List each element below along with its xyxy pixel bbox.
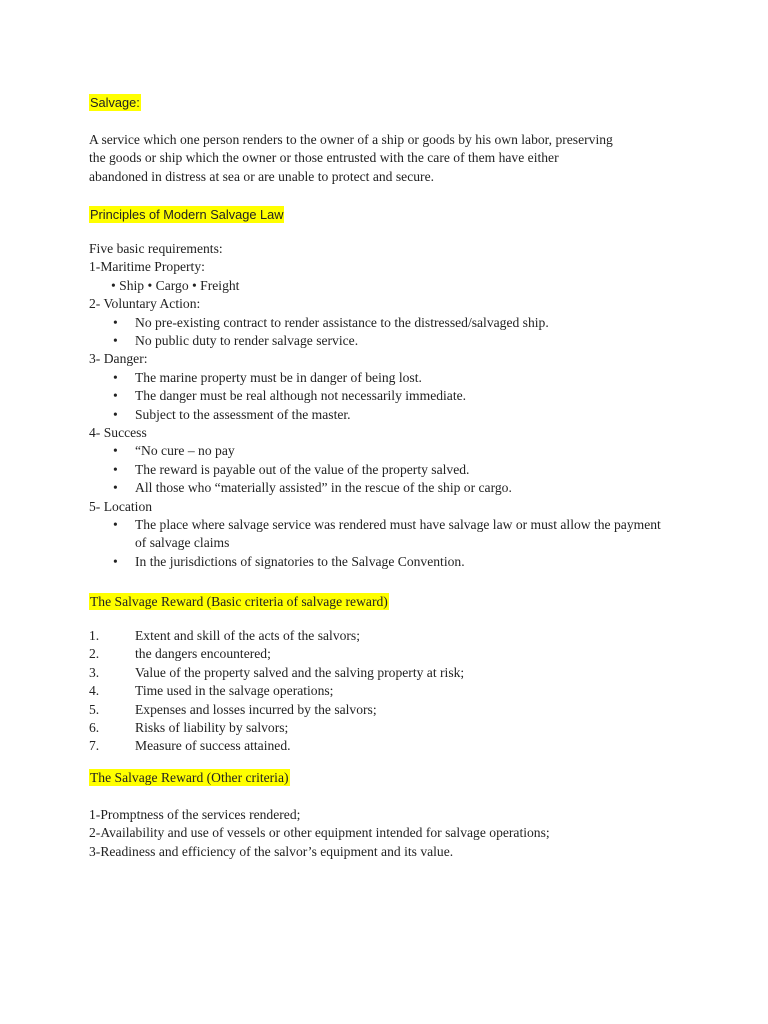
list-item: 3-Readiness and efficiency of the salvor’s equipment and its value. — [89, 843, 454, 859]
list-item: • The place where salvage service was rendered must have salvage law or must allow the payment of salvage claims — [113, 516, 661, 551]
list-item: • No public duty to render salvage service. — [89, 332, 675, 350]
bullet-icon: • — [113, 369, 118, 385]
definition-paragraph — [89, 131, 689, 186]
bullet-icon: • — [113, 553, 118, 569]
bullet-icon: • — [113, 332, 118, 348]
list-item: • In the jurisdictions of signatories to the Salvage Convention. — [89, 553, 675, 571]
reward-other-heading: The Salvage Reward (Other criteria) — [90, 770, 289, 785]
list-item: • The danger must be real although not necessarily immediate. — [89, 387, 675, 405]
bullet-icon: • — [113, 443, 118, 459]
bullet-icon: • — [113, 480, 118, 496]
req5-title: 5- Location — [89, 498, 153, 514]
principles-heading: Principles of Modern Salvage Law — [90, 207, 284, 222]
five-requirements-intro: Five basic requirements: — [89, 241, 223, 256]
req2-title: 2- Voluntary Action: — [89, 296, 201, 312]
req4-title: 4- Success — [89, 424, 147, 440]
bullet-icon: • — [113, 406, 118, 422]
definition-line: abandoned in distress at sea or are unable to protect and secure. — [89, 168, 434, 184]
bullet-icon: • — [113, 461, 118, 477]
list-item: 1-Promptness of the services rendered; — [89, 807, 301, 822]
list-item: 3. Value of the property salved and the salving property at risk; — [89, 664, 465, 680]
list-item: 6. Risks of liability by salvors; — [89, 719, 289, 735]
list-item: • “No cure – no pay — [89, 442, 675, 460]
list-item: • All those who “materially assisted” in the rescue of the ship or cargo. — [89, 479, 675, 497]
list-item: 1. Extent and skill of the acts of the salvors; — [89, 628, 361, 643]
list-item: • Subject to the assessment of the master. — [89, 406, 675, 424]
salvage-heading: Salvage: — [90, 95, 140, 110]
reward-other-list — [89, 806, 689, 861]
list-item: 2-Availability and use of vessels or other equipment intended for salvage operations; — [89, 825, 550, 841]
requirements-section — [89, 240, 689, 571]
list-item: 2. the dangers encountered; — [89, 646, 271, 662]
list-item: • The marine property must be in danger of being lost. — [89, 369, 675, 387]
req1-inline-list: • Ship • Cargo • Freight — [111, 277, 240, 293]
definition-line: A service which one person renders to the owner of a ship or goods by his own labor, preserving — [89, 132, 613, 147]
bullet-icon: • — [113, 388, 118, 404]
req1-title: 1-Maritime Property: — [89, 259, 205, 275]
list-item: 4. Time used in the salvage operations; — [89, 683, 334, 699]
list-item: • No pre-existing contract to render assistance to the distressed/salvaged ship. — [89, 314, 675, 332]
reward-basic-list — [89, 627, 689, 756]
list-item: • The reward is payable out of the value of the property salved. — [89, 461, 675, 479]
bullet-icon: • — [113, 314, 118, 330]
list-item: 7. Measure of success attained. — [89, 738, 291, 754]
req3-title: 3- Danger: — [89, 351, 148, 367]
definition-line: the goods or ship which the owner or those entrusted with the care of them have either — [89, 150, 559, 166]
bullet-icon: • — [113, 516, 118, 532]
reward-basic-heading: The Salvage Reward (Basic criteria of salvage reward) — [90, 594, 388, 609]
list-item: 5. Expenses and losses incurred by the salvors; — [89, 701, 377, 717]
